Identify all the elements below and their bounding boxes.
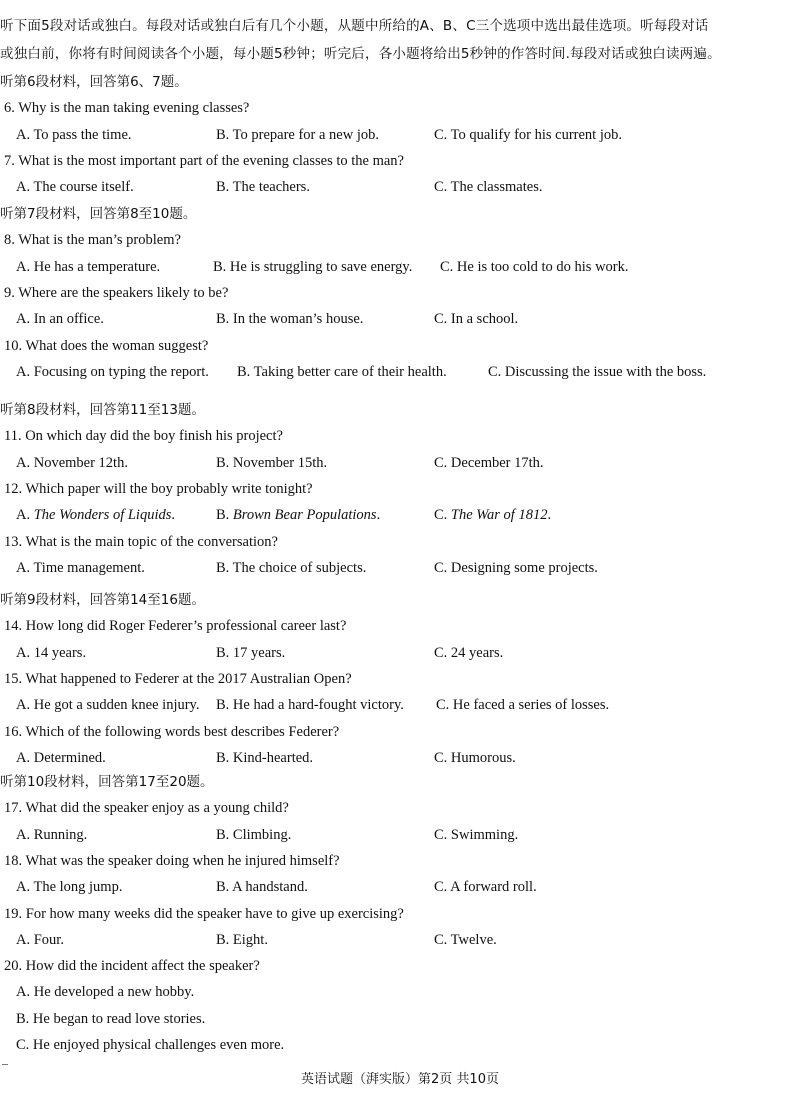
option-b: B. November 15th. [216, 454, 328, 471]
option-end: . [376, 507, 381, 524]
option-b: B. The choice of subjects. [216, 559, 367, 576]
option-c: C. Twelve. [434, 931, 497, 948]
intro-line-2: 或独白前，你将有时间阅读各个小题，每小题5秒钟；听完后，各小题将给出5秒钟的作答时间.每段对话或独白读两遍。 [0, 46, 721, 62]
section-heading: 听第10段材料，回答第17至20题。 [0, 774, 214, 790]
option-a [16, 505, 175, 525]
option-c: C. 24 years. [434, 644, 504, 661]
option-a: A. In an office. [16, 311, 104, 328]
option-c: C. The classmates. [434, 179, 543, 196]
question-text: 10. What does the woman suggest? [4, 337, 209, 354]
option-b [216, 505, 380, 525]
option-letter: A. [16, 507, 34, 524]
option-b: B. A handstand. [216, 879, 308, 896]
option-b: B. Eight. [216, 931, 268, 948]
option-title: Brown Bear Populations [232, 507, 377, 524]
option-c: C. Designing some projects. [434, 559, 598, 576]
option-a: A. 14 years. [16, 644, 87, 661]
option-letter: B. [216, 507, 233, 524]
option-a: A. November 12th. [16, 454, 128, 471]
option-b: B. He is struggling to save energy. [213, 258, 413, 275]
corner-mark [2, 1064, 8, 1065]
option-b: B. Climbing. [216, 826, 292, 843]
option-b: B. Kind-hearted. [216, 749, 314, 766]
option-c: C. In a school. [434, 311, 519, 328]
option-a: A. The course itself. [16, 179, 134, 196]
option-b: B. In the woman’s house. [216, 311, 364, 328]
option-b: B. Taking better care of their health. [237, 363, 447, 380]
option-c: C. He is too cold to do his work. [440, 258, 629, 275]
option-end: . [547, 507, 552, 524]
option-c: C. To qualify for his current job. [434, 126, 622, 143]
question-text: 8. What is the man’s problem? [4, 232, 181, 249]
section-heading: 听第9段材料，回答第14至16题。 [0, 592, 205, 608]
question-text: 16. Which of the following words best describes Federer? [4, 723, 340, 740]
question-text: 12. Which paper will the boy probably write tonight? [4, 480, 313, 497]
option-a: A. Running. [16, 826, 88, 843]
question-text: 6. Why is the man taking evening classes? [4, 100, 250, 117]
option-title: The War of 1812 [450, 507, 548, 524]
option-c: C. A forward roll. [434, 879, 537, 896]
question-text: 9. Where are the speakers likely to be? [4, 284, 229, 301]
section-heading: 听第6段材料，回答第6、7题。 [0, 74, 188, 90]
intro-line-1: 听下面5段对话或独白。每段对话或独白后有几个小题，从题中所给的A、B、C三个选项中选出最佳选项。听每段对话 [0, 18, 709, 34]
page-footer: 英语试题（湃实版）第2页 共10页 [301, 1072, 499, 1087]
question-text: 13. What is the main topic of the conversation? [4, 533, 278, 550]
option-a: A. He has a temperature. [16, 258, 161, 275]
option-b: B. The teachers. [216, 179, 310, 196]
option-a: A. To pass the time. [16, 126, 132, 143]
option-end: . [171, 507, 175, 524]
option-c: C. Humorous. [434, 749, 516, 766]
option-b: B. He had a hard-fought victory. [216, 697, 404, 714]
option-b: B. 17 years. [216, 644, 286, 661]
option-letter: C. [434, 507, 451, 524]
option-c: C. December 17th. [434, 454, 544, 471]
option-a: A. Time management. [16, 559, 145, 576]
question-text: 17. What did the speaker enjoy as a young child? [4, 800, 289, 817]
question-text: 11. On which day did the boy finish his project? [4, 428, 283, 445]
section-heading: 听第7段材料，回答第8至10题。 [0, 206, 197, 222]
option-c: C. He enjoyed physical challenges even more. [16, 1037, 285, 1053]
section-heading: 听第8段材料，回答第11至13题。 [0, 402, 205, 418]
question-text: 7. What is the most important part of the evening classes to the man? [4, 152, 404, 169]
option-a: A. He developed a new hobby. [16, 984, 195, 1001]
option-title: The Wonders of Liquids [33, 507, 172, 524]
option-c: C. Swimming. [434, 826, 519, 843]
question-text: 15. What happened to Federer at the 2017 Australian Open? [4, 670, 352, 687]
option-a: A. Four. [16, 931, 64, 948]
option-a: A. Focusing on typing the report. [16, 363, 209, 380]
option-b: B. He began to read love stories. [16, 1010, 206, 1027]
question-text: 14. How long did Roger Federer’s professional career last? [4, 618, 347, 635]
question-text: 20. How did the incident affect the speaker? [4, 958, 260, 975]
option-a: A. The long jump. [16, 879, 123, 896]
option-a: A. Determined. [16, 749, 106, 766]
question-text: 19. For how many weeks did the speaker have to give up exercising? [4, 905, 404, 922]
option-c [434, 505, 551, 525]
option-c: C. Discussing the issue with the boss. [488, 363, 707, 380]
option-a: A. He got a sudden knee injury. [16, 697, 200, 714]
option-c: C. He faced a series of losses. [436, 697, 610, 714]
option-b: B. To prepare for a new job. [216, 126, 379, 143]
question-text: 18. What was the speaker doing when he injured himself? [4, 852, 340, 869]
